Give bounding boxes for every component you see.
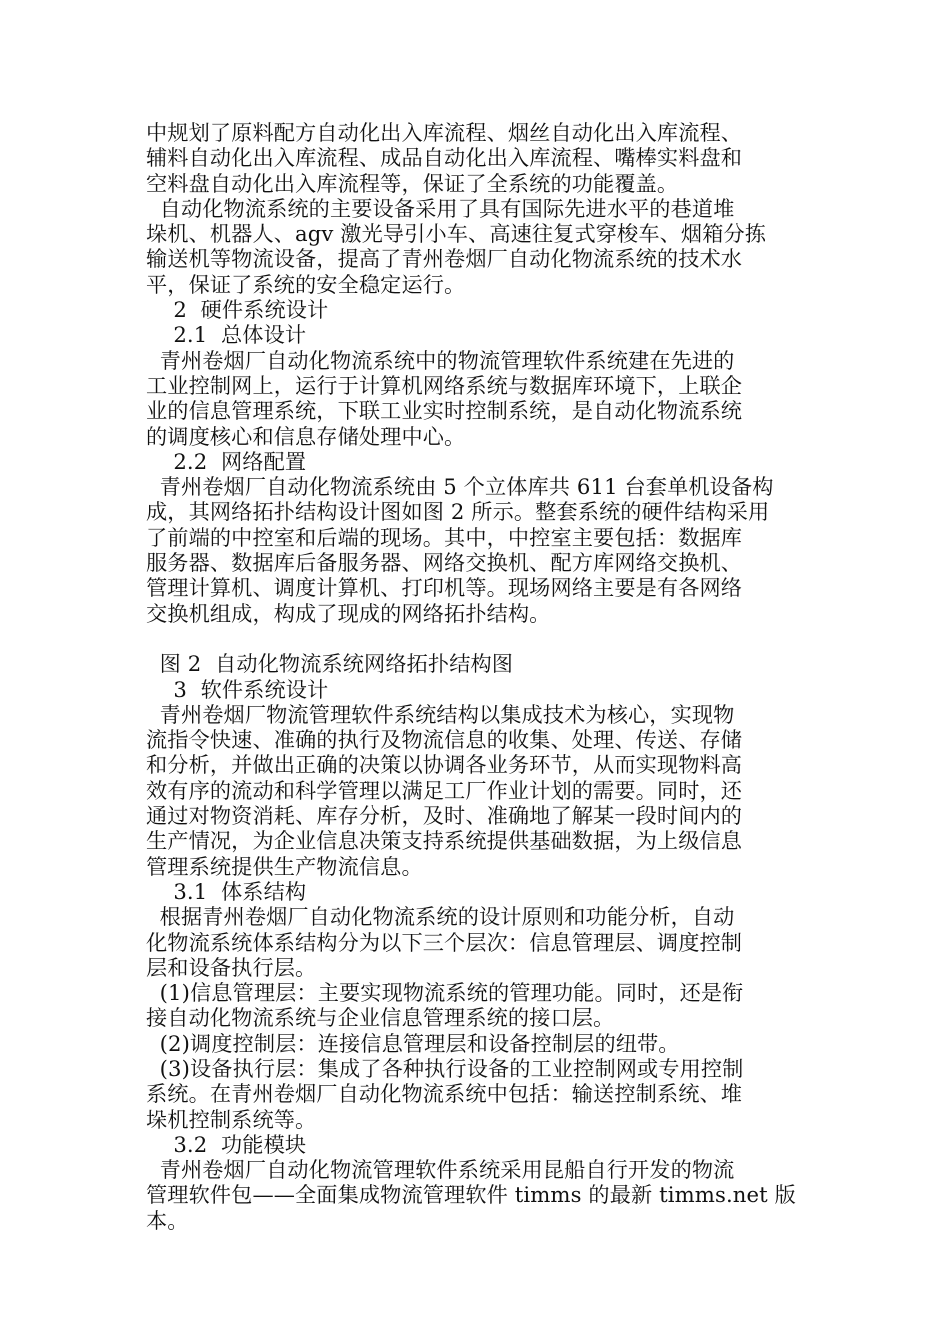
text-line: (3)设备执行层：集成了各种执行设备的工业控制网或专用控制 xyxy=(146,1055,744,1081)
text-line: 的调度核心和信息存储处理中心。 xyxy=(146,423,466,449)
text-line: 输送机等物流设备，提高了青州卷烟厂自动化物流系统的技术水 xyxy=(146,246,743,272)
text-line: 垛机、机器人、agv 激光导引小车、高速往复式穿梭车、烟箱分拣 xyxy=(146,221,767,247)
text-line: 业的信息管理系统，下联工业实时控制系统，是自动化物流系统 xyxy=(146,398,743,424)
text-line: 层和设备执行层。 xyxy=(146,954,317,980)
text-line: 管理系统提供生产物流信息。 xyxy=(146,853,423,879)
text-line: 2.2 网络配置 xyxy=(146,448,307,474)
text-line: 化物流系统体系结构分为以下三个层次：信息管理层、调度控制 xyxy=(146,929,743,955)
text-line: 青州卷烟厂自动化物流系统由 5 个立体库共 611 台套单机设备构 xyxy=(146,474,774,500)
text-line: 生产情况，为企业信息决策支持系统提供基础数据，为上级信息 xyxy=(146,828,743,854)
text-line: 工业控制网上，运行于计算机网络系统与数据库环境下，上联企 xyxy=(146,372,743,398)
text-line: 青州卷烟厂自动化物流系统中的物流管理软件系统建在先进的 xyxy=(146,347,735,373)
text-line: 青州卷烟厂物流管理软件系统结构以集成技术为核心，实现物 xyxy=(146,701,735,727)
text-line: 平，保证了系统的安全稳定运行。 xyxy=(146,271,466,297)
text-line: 空料盘自动化出入库流程等，保证了全系统的功能覆盖。 xyxy=(146,170,679,196)
text-line: 2 硬件系统设计 xyxy=(146,297,329,323)
text-line: (1)信息管理层：主要实现物流系统的管理功能。同时，还是衔 xyxy=(146,980,744,1006)
text-line: 了前端的中控室和后端的现场。其中，中控室主要包括：数据库 xyxy=(146,524,743,550)
text-line: 3 软件系统设计 xyxy=(146,676,329,702)
text-line: (2)调度控制层：连接信息管理层和设备控制层的纽带。 xyxy=(146,1030,680,1056)
text-line: 成，其网络拓扑结构设计图如图 2 所示。整套系统的硬件结构采用 xyxy=(146,499,770,525)
text-line: 通过对物资消耗、库存分析，及时、准确地了解某一段时间内的 xyxy=(146,803,743,829)
text-line: 管理计算机、调度计算机、打印机等。现场网络主要是有各网络 xyxy=(146,575,743,601)
text-line: 和分析，并做出正确的决策以协调各业务环节，从而实现物料高 xyxy=(146,752,743,778)
text-line: 3.1 体系结构 xyxy=(146,878,307,904)
text-line: 2.1 总体设计 xyxy=(146,322,307,348)
text-line: 效有序的流动和科学管理以满足工厂作业计划的需要。同时，还 xyxy=(146,777,743,803)
text-line: 自动化物流系统的主要设备采用了具有国际先进水平的巷道堆 xyxy=(146,195,735,221)
text-line: 交换机组成，构成了现成的网络拓扑结构。 xyxy=(146,600,551,626)
text-line: 辅料自动化出入库流程、成品自动化出入库流程、嘴棒实料盘和 xyxy=(146,145,743,171)
text-line: 青州卷烟厂自动化物流管理软件系统采用昆船自行开发的物流 xyxy=(146,1157,735,1183)
text-line: 流指令快速、准确的执行及物流信息的收集、处理、传送、存储 xyxy=(146,727,743,753)
text-line: 本。 xyxy=(146,1207,189,1233)
text-line: 中规划了原料配方自动化出入库流程、烟丝自动化出入库流程、 xyxy=(146,120,743,145)
text-line: 3.2 功能模块 xyxy=(146,1131,307,1157)
text-line: 根据青州卷烟厂自动化物流系统的设计原则和功能分析，自动 xyxy=(146,904,735,930)
text-line: 图 2 自动化物流系统网络拓扑结构图 xyxy=(146,651,514,677)
document-body xyxy=(146,120,796,1233)
text-line: 系统。在青州卷烟厂自动化物流系统中包括：输送控制系统、堆 xyxy=(146,1081,743,1107)
text-line: 接自动化物流系统与企业信息管理系统的接口层。 xyxy=(146,1005,615,1031)
text-line: 管理软件包——全面集成物流管理软件 timms 的最新 timms.net 版 xyxy=(146,1182,796,1208)
blank-line xyxy=(146,626,796,651)
text-line: 垛机控制系统等。 xyxy=(146,1106,317,1132)
text-line: 服务器、数据库后备服务器、网络交换机、配方库网络交换机、 xyxy=(146,550,743,576)
